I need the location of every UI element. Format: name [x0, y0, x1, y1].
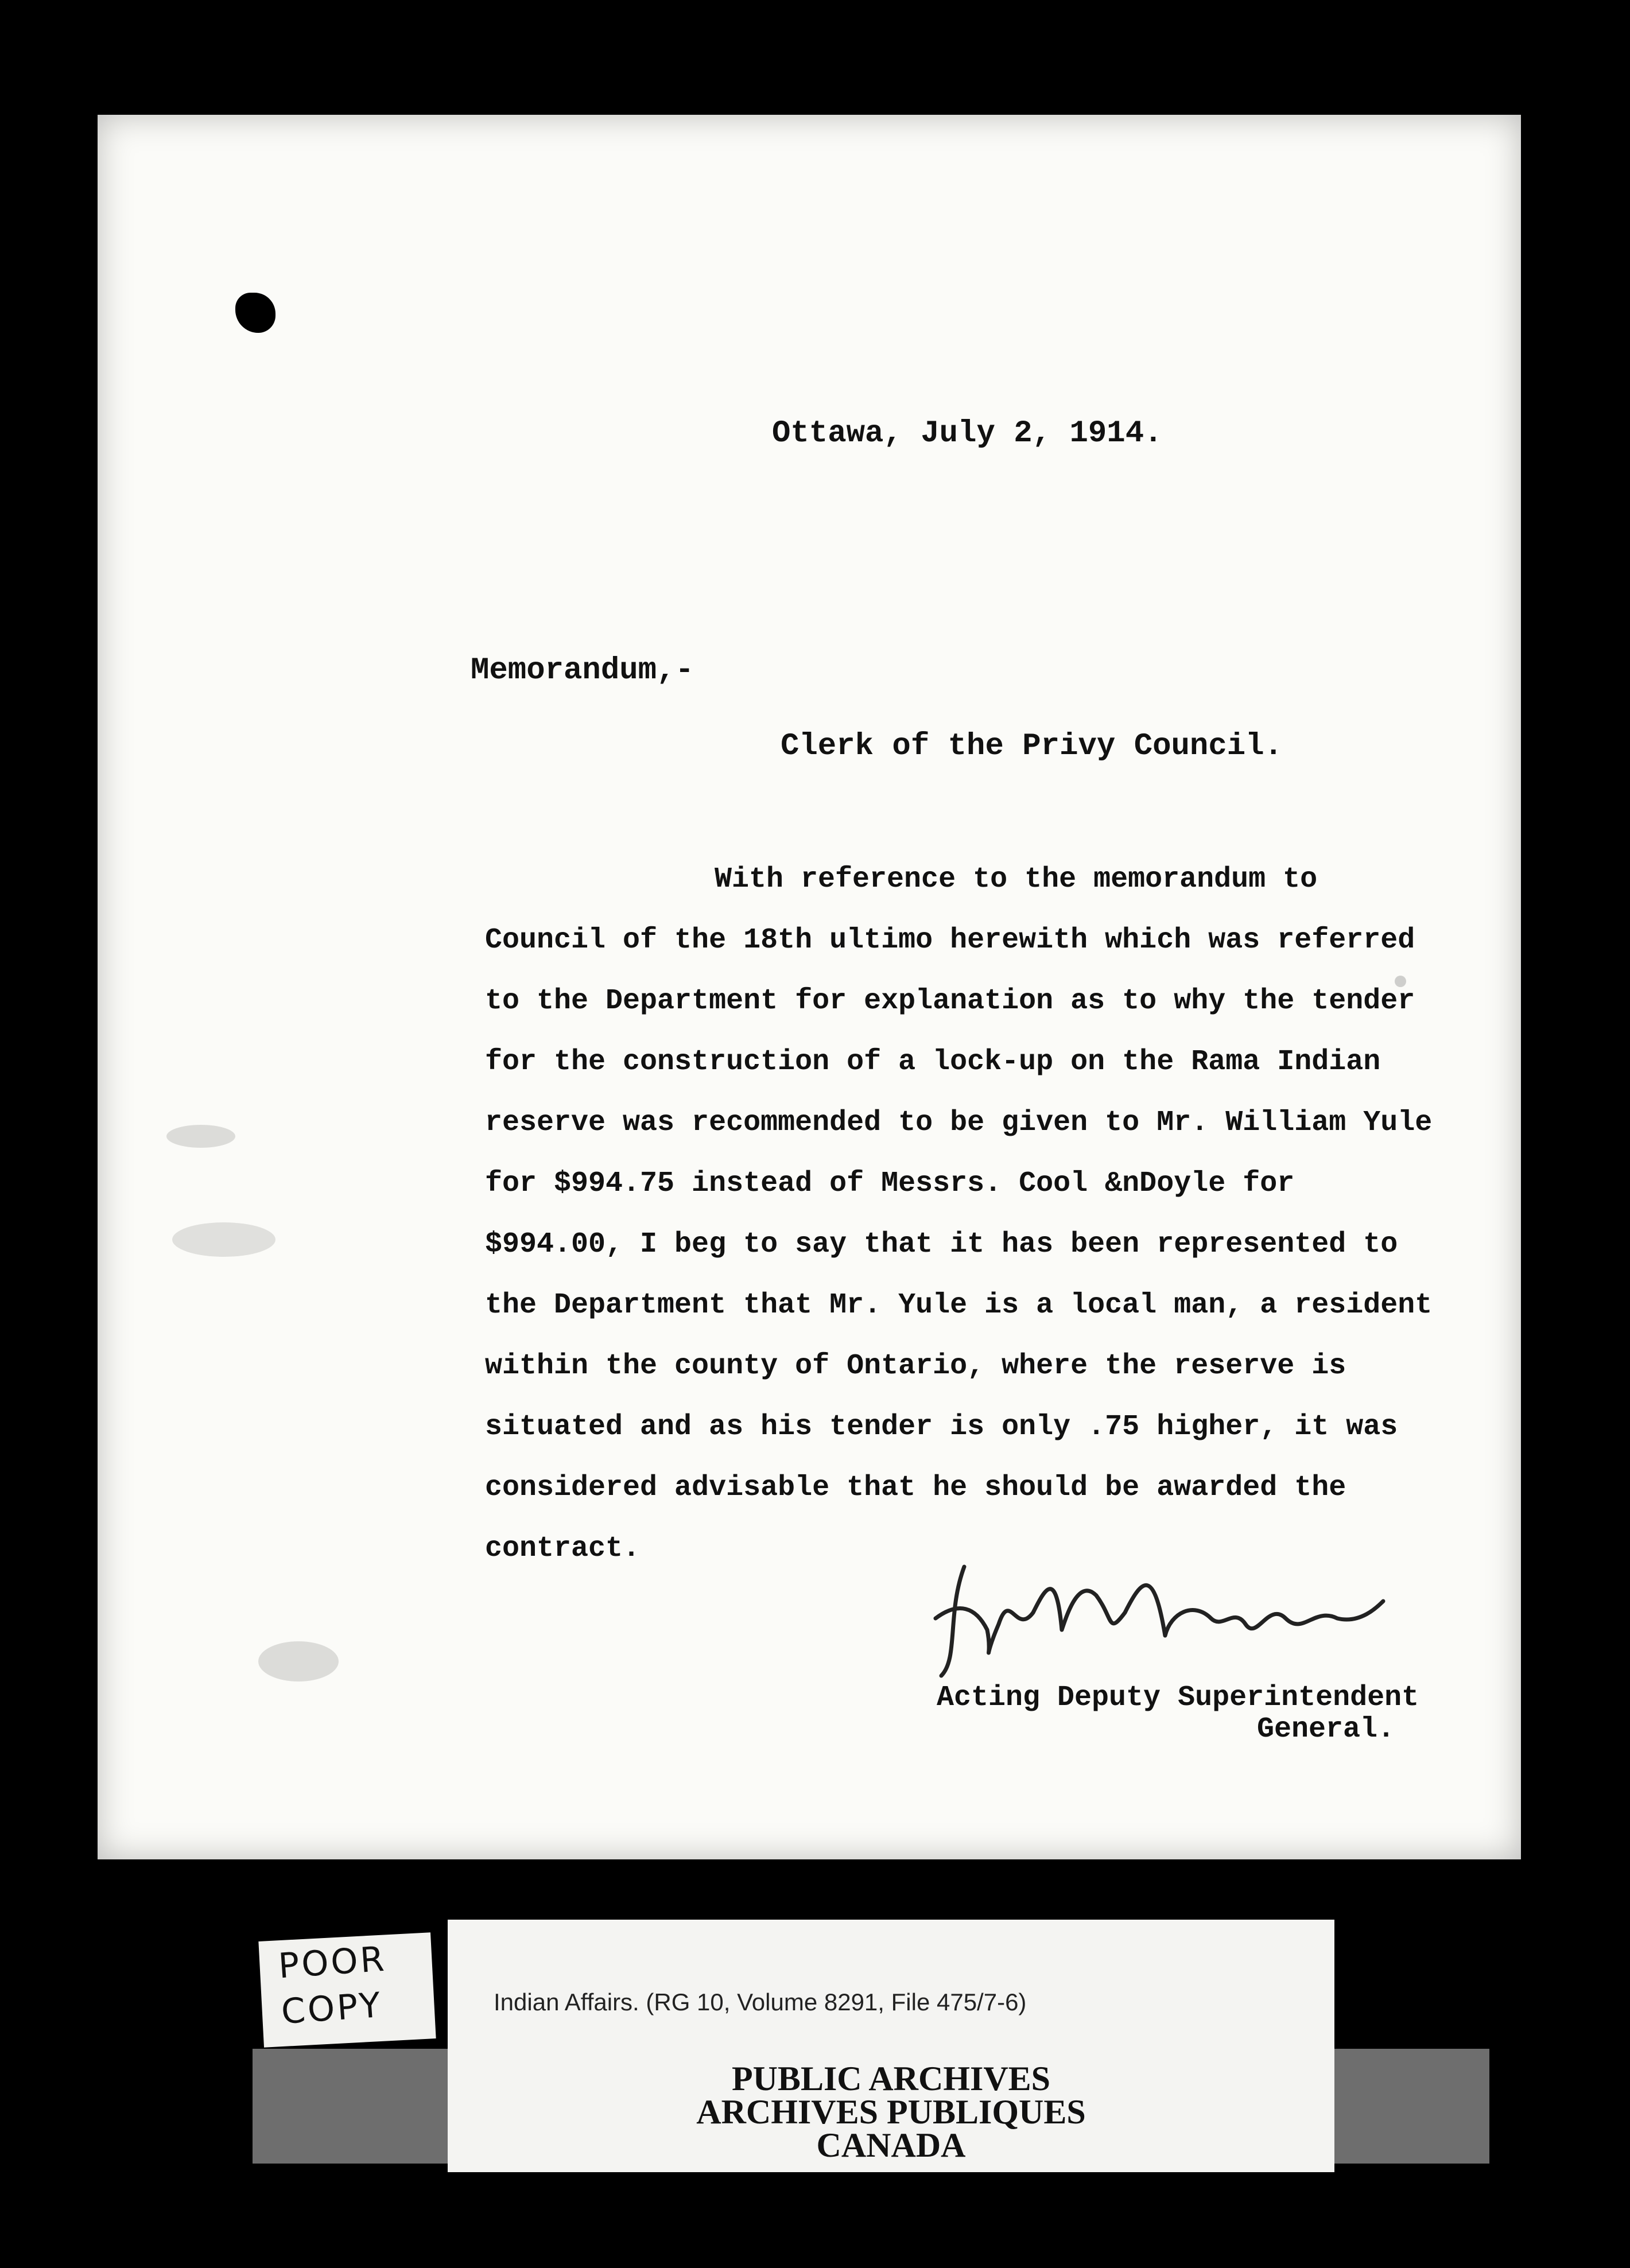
smudge: [172, 1222, 275, 1257]
poor-copy-line1: POOR: [277, 1939, 388, 1987]
poor-copy-line2: COPY: [280, 1984, 384, 2033]
archive-country: CANADA: [816, 2126, 966, 2164]
signature-title-line1: Acting Deputy Superintendent: [937, 1681, 1419, 1714]
film-strip-right: [1334, 2049, 1489, 2164]
file-reference: Indian Affairs. (RG 10, Volume 8291, File 475/7-6): [494, 1989, 1027, 2015]
handwritten-signature: [924, 1544, 1395, 1693]
archive-name-fr: ARCHIVES PUBLIQUES: [696, 2093, 1086, 2131]
date-line: Ottawa, July 2, 1914.: [772, 416, 1163, 451]
smudge: [166, 1125, 235, 1148]
signature-title-line2: General.: [1257, 1713, 1395, 1746]
smudge: [258, 1641, 339, 1681]
film-strip-left: [253, 2049, 448, 2164]
archive-name-en: PUBLIC ARCHIVES: [731, 2060, 1051, 2098]
memo-body: With reference to the memorandum to Council of the 18th ultimo herewith which was referred to the Department for explanation as to why the tender for the construction of a lock-up on the Rama Indian reserve was recommended to be given to Mr. William Yule for $994.75 instead of Messrs. Cool &nDoyle for $994.00, I beg to say that it has been represented to the Department that Mr. Yule is a local man, a resident within the county of Ontario, where the reserve is situated and as his tender is only .75 higher, it was considered advisable that he should be awarded the contract.: [485, 863, 1433, 1565]
addressee: Clerk of the Privy Council.: [781, 729, 1283, 764]
memo-heading: Memorandum,-: [471, 653, 694, 688]
